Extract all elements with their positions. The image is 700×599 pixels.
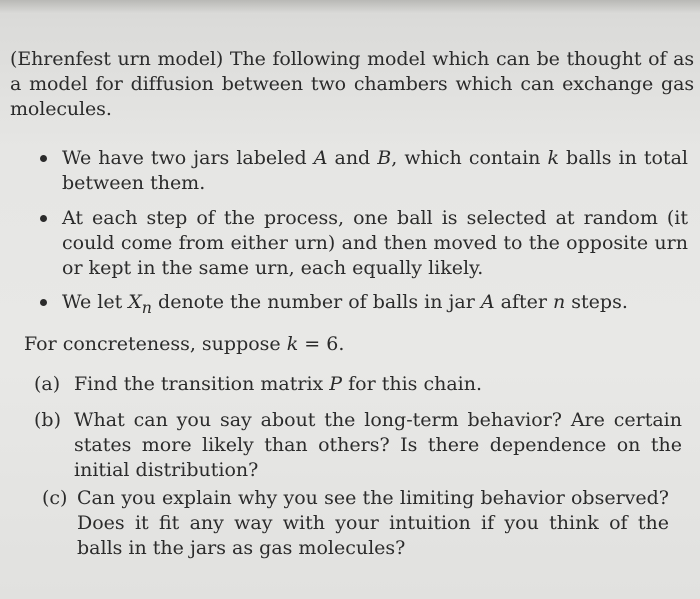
- question-c-label: (c): [42, 487, 68, 509]
- concreteness-line: For concreteness, suppose k = 6.: [24, 333, 345, 355]
- page-top-edge: [0, 0, 700, 14]
- bullet-jars: We have two jars labeled A and B, which contain k balls in total between them.: [62, 147, 688, 194]
- question-a-label: (a): [34, 373, 61, 395]
- bullet-dot: [40, 215, 47, 222]
- question-a-text: Find the transition matrix P for this chain.: [74, 373, 483, 395]
- intro-paragraph: (Ehrenfest urn model) The following model which can be thought of as a model for diffusion between two chambers which can exchange gas molecules.: [10, 48, 694, 120]
- question-c-text: Can you explain why you see the limiting behavior observed? Does it fit any way with your intuition if you think of the balls in the jars as gas molecules?: [77, 487, 669, 559]
- bullet-process: At each step of the process, one ball is selected at random (it could come from either urn) and then moved to the opposite urn or kept in the same urn, each equally likely.: [62, 207, 688, 279]
- question-b-label: (b): [34, 409, 61, 431]
- bullet-definition: We let $X_n$ denote the number of balls in jar A after n steps.: [62, 291, 628, 317]
- bullet-dot: [40, 299, 47, 306]
- bullet-dot: [40, 155, 47, 162]
- question-b-text: What can you say about the long-term behavior? Are certain states more likely than others? Is there dependence on the initial distribution?: [74, 409, 682, 481]
